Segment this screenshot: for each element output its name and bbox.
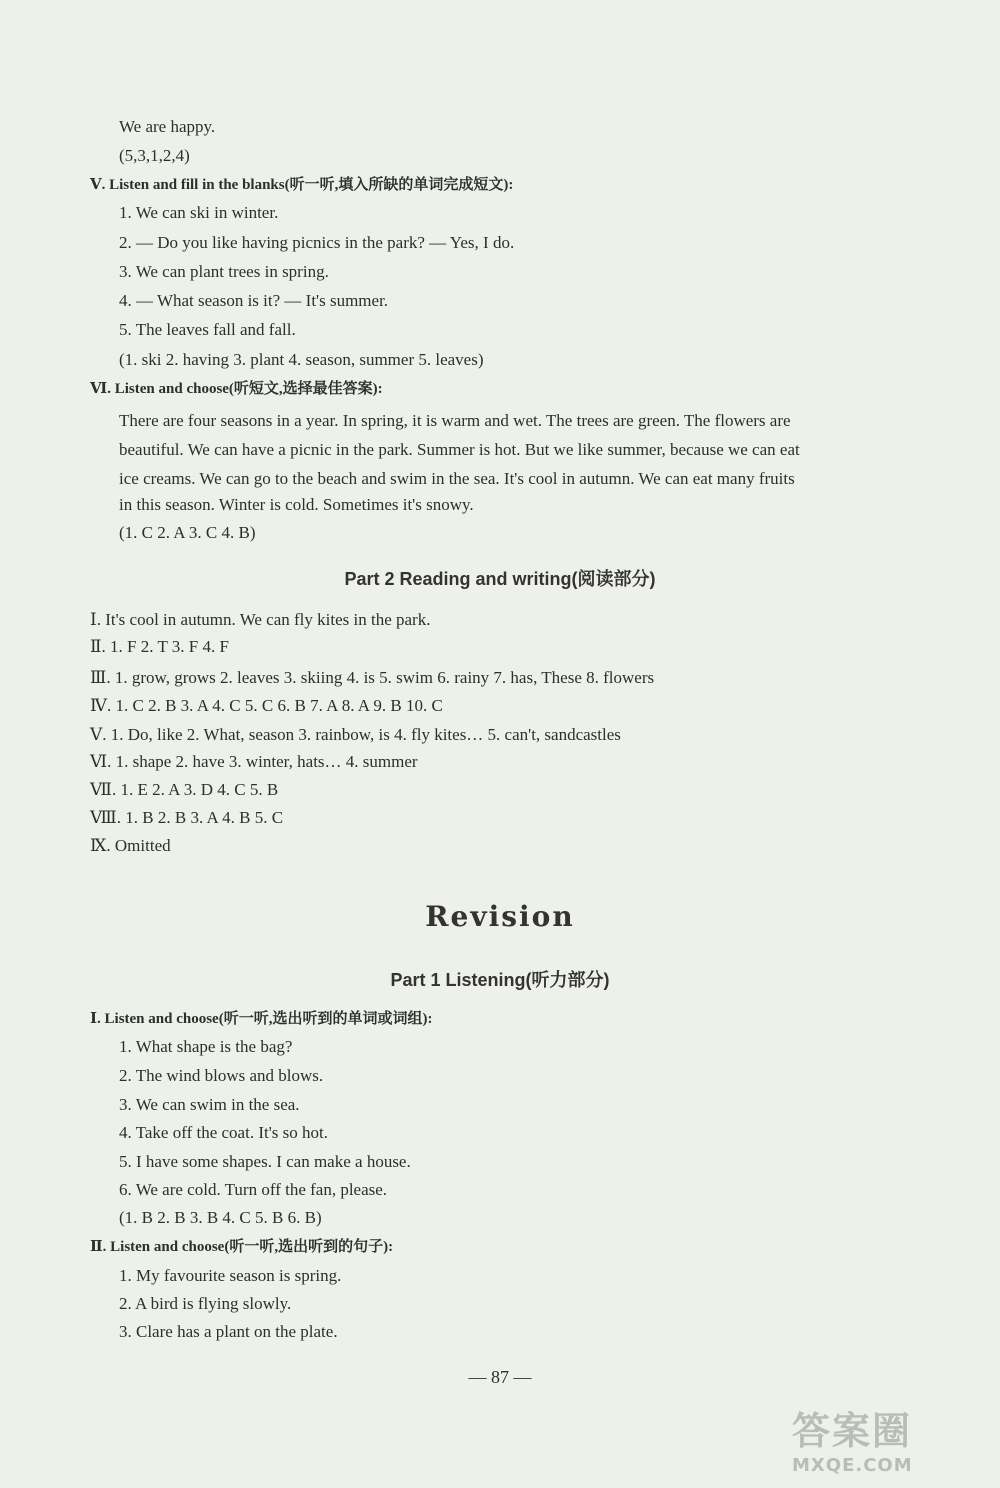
section-header: Ⅴ. Listen and fill in the blanks(听一听,填入所缺的单词完成短文):: [90, 177, 514, 193]
watermark-cn: 答案圈: [792, 1409, 913, 1453]
answer-line: Ⅴ. 1. Do, like 2. What, season 3. rainbow, is 4. fly kites… 5. can't, sandcastles: [90, 725, 621, 744]
revision-heading: Revision: [425, 900, 575, 933]
answer-line: Ⅸ. Omitted: [90, 836, 171, 855]
answer-line: 6. We are cold. Turn off the fan, please.: [119, 1180, 388, 1199]
watermark-logo: [792, 1400, 982, 1480]
answer-line: 2. — Do you like having picnics in the park? — Yes, I do.: [119, 233, 515, 252]
answer-line: 5. The leaves fall and fall.: [119, 320, 296, 339]
answer-line: (1. ski 2. having 3. plant 4. season, summer 5. leaves): [119, 350, 484, 369]
part2-heading: Part 2 Reading and writing(阅读部分): [344, 569, 656, 589]
answer-line: Ⅳ. 1. C 2. B 3. A 4. C 5. C 6. B 7. A 8. A 9. B 10. C: [90, 696, 443, 715]
answer-line: 1. What shape is the bag?: [119, 1037, 293, 1056]
answer-line: Ⅷ. 1. B 2. B 3. A 4. B 5. C: [90, 808, 284, 827]
answer-line: Ⅶ. 1. E 2. A 3. D 4. C 5. B: [90, 780, 279, 799]
answer-line: Ⅵ. 1. shape 2. have 3. winter, hats… 4. summer: [90, 752, 418, 771]
answer-line: 4. Take off the coat. It's so hot.: [119, 1123, 328, 1142]
section-header: Ⅱ. Listen and choose(听一听,选出听到的句子):: [90, 1239, 394, 1255]
answer-line: 3. Clare has a plant on the plate.: [119, 1322, 338, 1341]
section-header: Ⅰ. Listen and choose(听一听,选出听到的单词或词组):: [90, 1011, 433, 1027]
answer-line: 1. We can ski in winter.: [119, 203, 279, 222]
answer-line: 3. We can swim in the sea.: [119, 1095, 300, 1114]
answer-line: (1. B 2. B 3. B 4. C 5. B 6. B): [119, 1208, 322, 1227]
page-number: — 87 —: [468, 1367, 532, 1387]
answer-line: beautiful. We can have a picnic in the park. Summer is hot. But we like summer, because we can eat: [119, 440, 800, 459]
answer-line: Ⅲ. 1. grow, grows 2. leaves 3. skiing 4. is 5. swim 6. rainy 7. has, These 8. flowers: [90, 668, 655, 687]
answer-line: (1. C 2. A 3. C 4. B): [119, 523, 256, 542]
answer-line: Ⅱ. 1. F 2. T 3. F 4. F: [90, 637, 229, 656]
answer-line: 3. We can plant trees in spring.: [119, 262, 329, 281]
part1-heading: Part 1 Listening(听力部分): [390, 970, 610, 990]
answer-line: 5. I have some shapes. I can make a house.: [119, 1152, 411, 1171]
answer-line: (5,3,1,2,4): [119, 146, 190, 165]
watermark-url: MXQE.COM: [792, 1455, 913, 1476]
answer-line: in this season. Winter is cold. Sometimes it's snowy.: [119, 495, 474, 514]
answer-line: Ⅰ. It's cool in autumn. We can fly kites in the park.: [90, 610, 431, 629]
section-header: Ⅵ. Listen and choose(听短文,选择最佳答案):: [90, 381, 383, 397]
answer-line: 2. A bird is flying slowly.: [119, 1294, 292, 1313]
answer-line: 4. — What season is it? — It's summer.: [119, 291, 389, 310]
answer-line: We are happy.: [119, 117, 216, 136]
answer-line: There are four seasons in a year. In spring, it is warm and wet. The trees are green. The flowers are: [119, 411, 791, 430]
answer-line: 2. The wind blows and blows.: [119, 1066, 324, 1085]
answer-line: ice creams. We can go to the beach and swim in the sea. It's cool in autumn. We can eat many fruits: [119, 469, 795, 488]
answer-line: 1. My favourite season is spring.: [119, 1266, 342, 1285]
